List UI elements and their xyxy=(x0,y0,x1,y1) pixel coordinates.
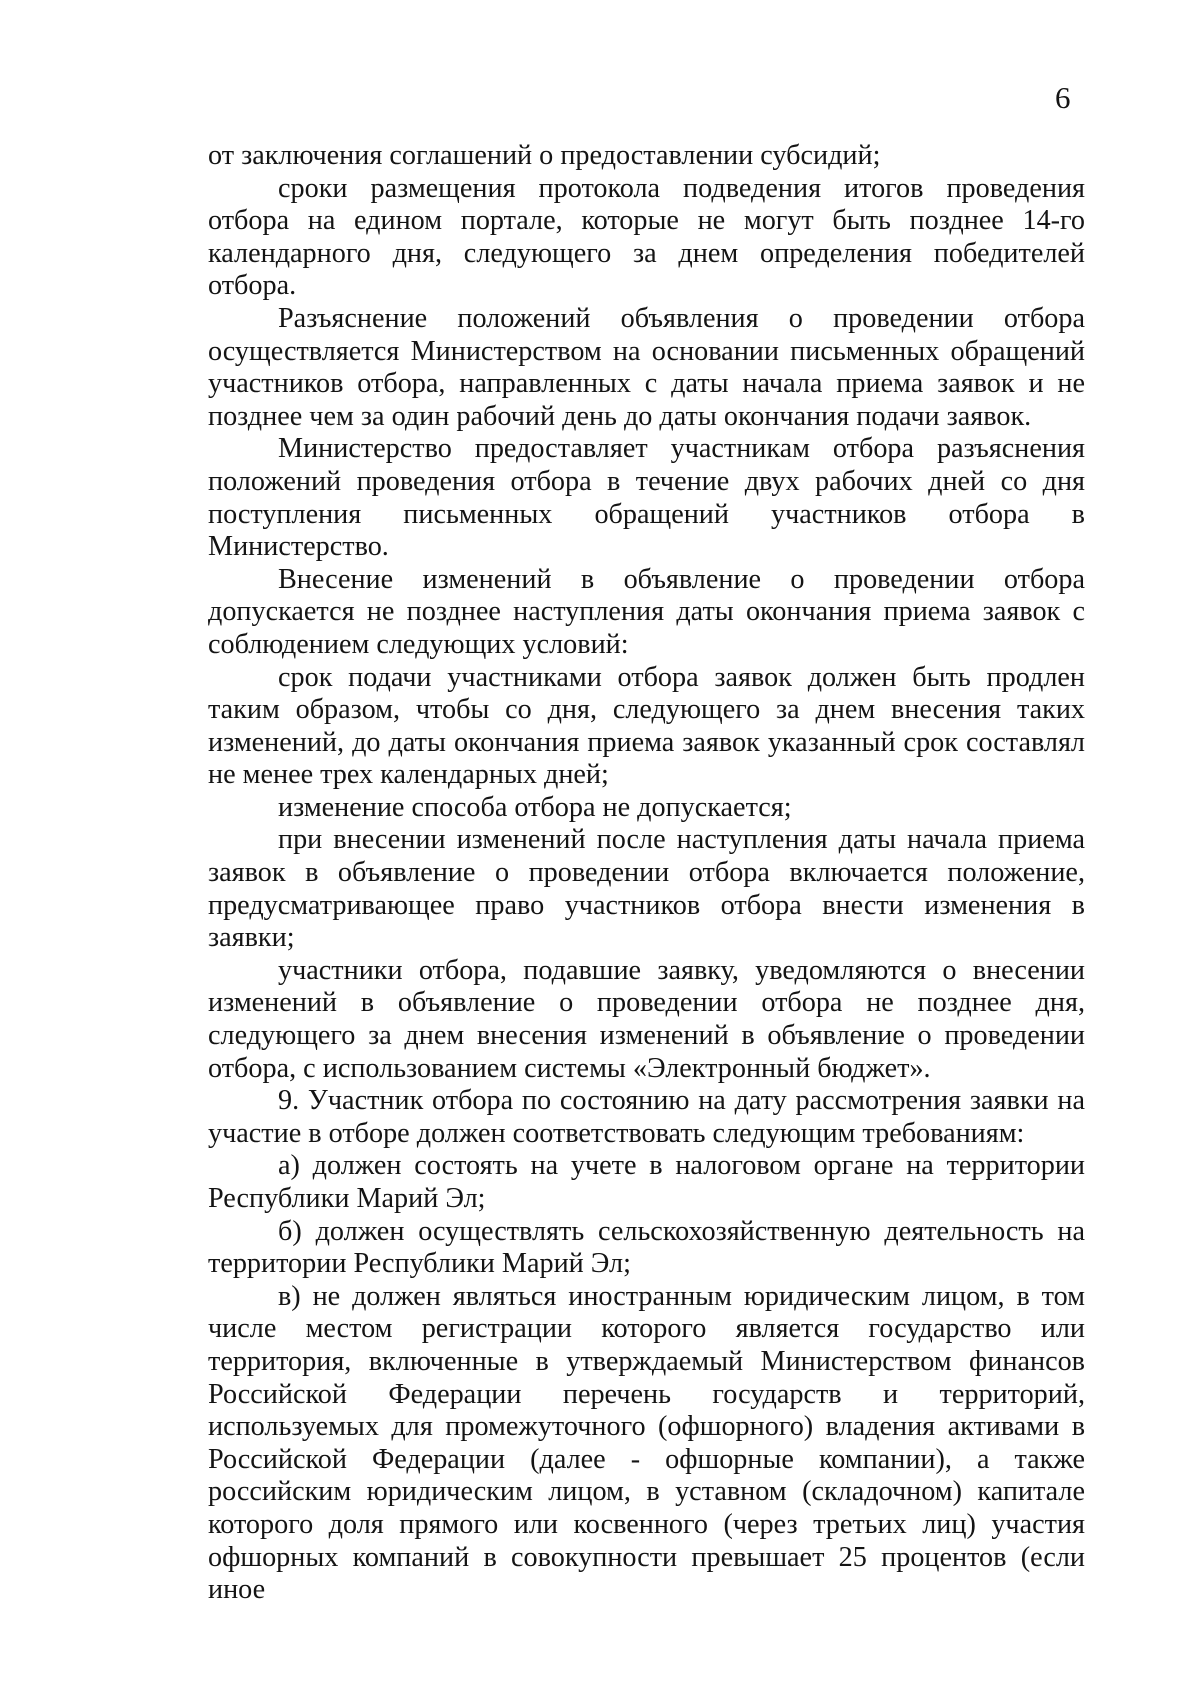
paragraph: от заключения соглашений о предоставлении субсидий; xyxy=(208,140,881,171)
paragraph: б) должен осуществлять сельскохозяйственную деятельность на территории Республики Марий Эл; xyxy=(208,1215,1085,1280)
page-number: 6 xyxy=(1055,80,1071,115)
paragraph: срок подачи участниками отбора заявок должен быть продлен таким образом, чтобы со дня, следующего за днем внесения таких изменений, до даты окончания приема заявок указанный срок составлял не менее трех календарных дней; xyxy=(208,661,1085,791)
paragraph: Внесение изменений в объявление о проведении отбора допускается не позднее наступления даты окончания приема заявок с соблюдением следующих условий: xyxy=(208,563,1085,660)
paragraph: Разъяснение положений объявления о проведении отбора осуществляется Министерством на основании письменных обращений участников отбора, направленных с даты начала приема заявок и не позднее чем за один рабочий день до даты окончания подачи заявок. xyxy=(208,302,1085,432)
paragraph: изменение способа отбора не допускается; xyxy=(278,791,792,823)
paragraph: в) не должен являться иностранным юридическим лицом, в том числе местом регистрации которого является государство или территория, включенные в утверждаемый Министерством финансов Российской Федерации перечень государств и территорий, используемых для промежуточного (офшорного) владения активами в Российской Федерации (далее - офшорные компании), а также российским юридическим лицом, в уставном (складочном) капитале которого доля прямого или косвенного (через третьих лиц) участия офшорных компаний в совокупности превышает 25 процентов (если иное xyxy=(208,1280,1085,1606)
paragraph: а) должен состоять на учете в налоговом органе на территории Республики Марий Эл; xyxy=(208,1150,1085,1214)
document-body xyxy=(208,140,1085,1607)
paragraph: 9. Участник отбора по состоянию на дату рассмотрения заявки на участие в отборе должен соответствовать следующим требованиям: xyxy=(208,1085,1085,1149)
paragraph: при внесении изменений после наступления даты начала приема заявок в объявление о проведении отбора включается положение, предусматривающее право участников отбора внести изменения в заявки; xyxy=(208,824,1085,954)
paragraph: участники отбора, подавшие заявку, уведомляются о внесении изменений в объявление о проведении отбора не позднее дня, следующего за днем внесения изменений в объявление о проведении отбора, с использованием системы «Электронный бюджет». xyxy=(208,954,1085,1084)
paragraph: сроки размещения протокола подведения итогов проведения отбора на едином портале, которые не могут быть позднее 14-го календарного дня, следующего за днем определения победителей отбора. xyxy=(208,172,1085,302)
paragraph: Министерство предоставляет участникам отбора разъяснения положений проведения отбора в течение двух рабочих дней со дня поступления письменных обращений участников отбора в Министерство. xyxy=(208,433,1085,563)
